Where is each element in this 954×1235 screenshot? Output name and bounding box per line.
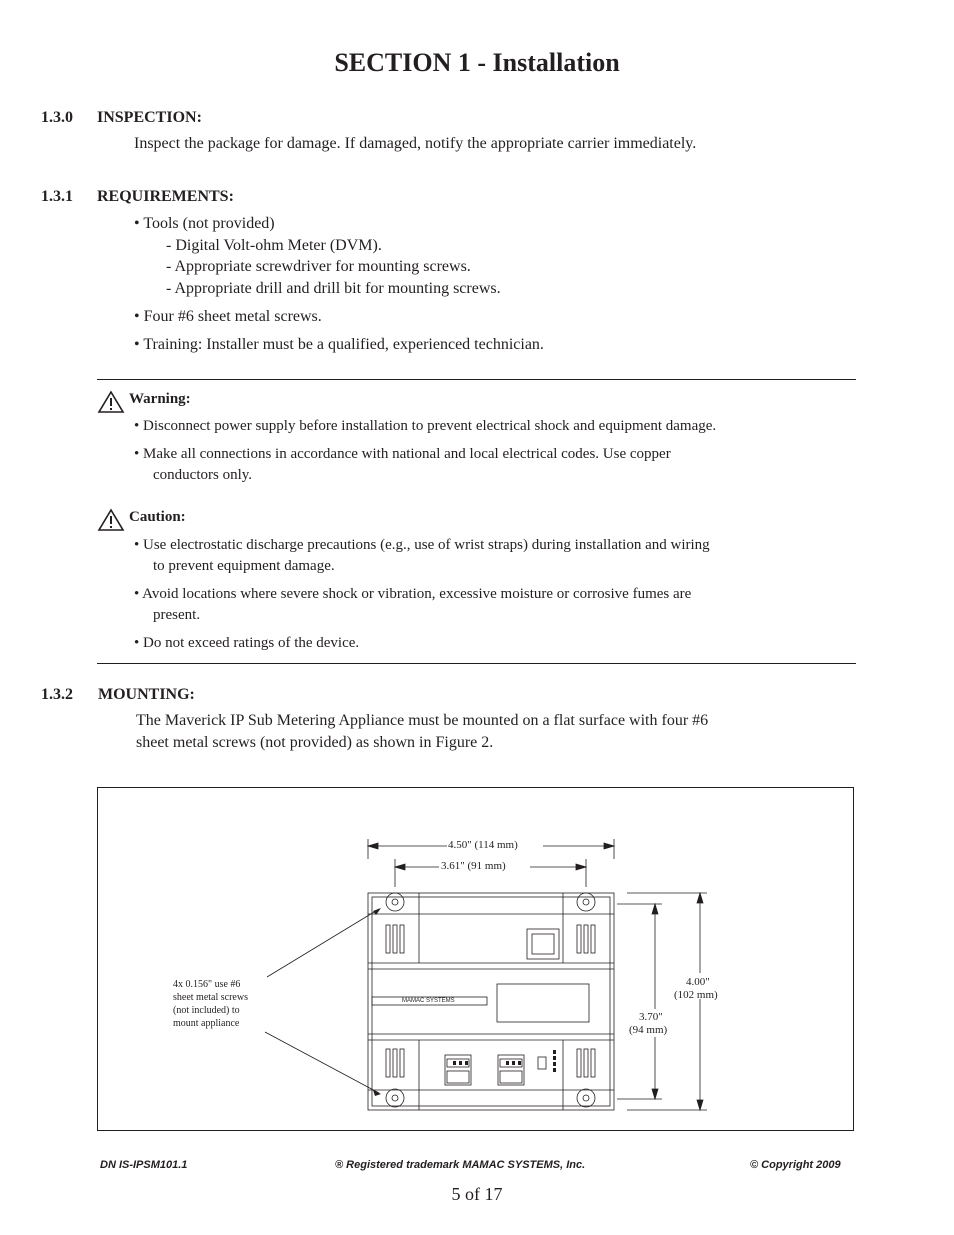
page-number: 5 of 17 — [451, 1184, 503, 1204]
dim-height-inner-mm: (94 mm) — [629, 1024, 668, 1036]
caution-item-ratings: • Do not exceed ratings of the device. — [134, 635, 360, 651]
dim-height-outer-mm: (102 mm) — [674, 989, 718, 1001]
caution-item-esd-cont: to prevent equipment damage. — [153, 558, 335, 574]
mounting-text-line2: sheet metal screws (not provided) as shown in Figure 2. — [136, 734, 494, 751]
dim-height-outer-value: 4.00" — [686, 976, 710, 988]
mounting-number: 1.3.2 — [41, 686, 73, 703]
divider-top — [97, 379, 856, 380]
warning-item-power: • Disconnect power supply before installation to prevent electrical shock and equipment damage. — [134, 418, 717, 434]
requirements-sub-dvm: - Digital Volt-ohm Meter (DVM). — [166, 237, 382, 254]
dim-width-outer: 4.50" (114 mm) — [448, 839, 518, 851]
warning-label: Warning: — [129, 391, 191, 407]
requirements-bullet-training: • Training: Installer must be a qualified, experienced technician. — [134, 336, 544, 353]
requirements-sub-drill: - Appropriate drill and drill bit for mounting screws. — [166, 280, 501, 297]
footer-doc-number: DN IS-IPSM101.1 — [100, 1159, 188, 1171]
callout-line-3: (not included) to — [173, 1005, 240, 1016]
caution-item-locations-cont: present. — [153, 607, 201, 623]
footer-copyright: © Copyright 2009 — [750, 1159, 841, 1171]
requirements-bullet-screws: • Four #6 sheet metal screws. — [134, 308, 322, 325]
footer-trademark: ® Registered trademark MAMAC SYSTEMS, Inc. — [335, 1159, 586, 1171]
requirements-heading: REQUIREMENTS: — [97, 188, 234, 205]
requirements-bullet-tools: • Tools (not provided) — [134, 215, 275, 232]
divider-bottom — [97, 663, 856, 664]
mounting-text-line1: The Maverick IP Sub Metering Appliance must be mounted on a flat surface with four #6 — [136, 712, 709, 729]
requirements-number: 1.3.1 — [41, 188, 73, 205]
caution-item-locations: • Avoid locations where severe shock or vibration, excessive moisture or corrosive fumes are — [134, 586, 692, 602]
dim-width-inner: 3.61" (91 mm) — [441, 860, 506, 872]
callout-line-2: sheet metal screws — [173, 992, 248, 1003]
inspection-text: Inspect the package for damage. If damaged, notify the appropriate carrier immediately. — [134, 135, 697, 152]
mounting-heading: MOUNTING: — [98, 686, 195, 703]
device-label: MAMAC SYSTEMS — [402, 998, 455, 1004]
requirements-sub-screwdriver: - Appropriate screwdriver for mounting screws. — [166, 258, 471, 275]
inspection-heading: INSPECTION: — [97, 109, 202, 126]
caution-item-esd: • Use electrostatic discharge precautions (e.g., use of wrist straps) during installation and wiring — [134, 537, 710, 553]
warning-icon — [97, 390, 125, 414]
warning-item-codes-cont: conductors only. — [153, 467, 253, 483]
callout-line-4: mount appliance — [173, 1018, 240, 1029]
dim-height-inner-value: 3.70" — [639, 1011, 663, 1023]
warning-item-codes: • Make all connections in accordance with national and local electrical codes. Use copper — [134, 446, 671, 462]
inspection-number: 1.3.0 — [41, 109, 73, 126]
callout-line-1: 4x 0.156" use #6 — [173, 979, 241, 990]
caution-icon — [97, 508, 125, 532]
caution-label: Caution: — [129, 509, 186, 525]
page-title: SECTION 1 - Installation — [334, 48, 620, 77]
